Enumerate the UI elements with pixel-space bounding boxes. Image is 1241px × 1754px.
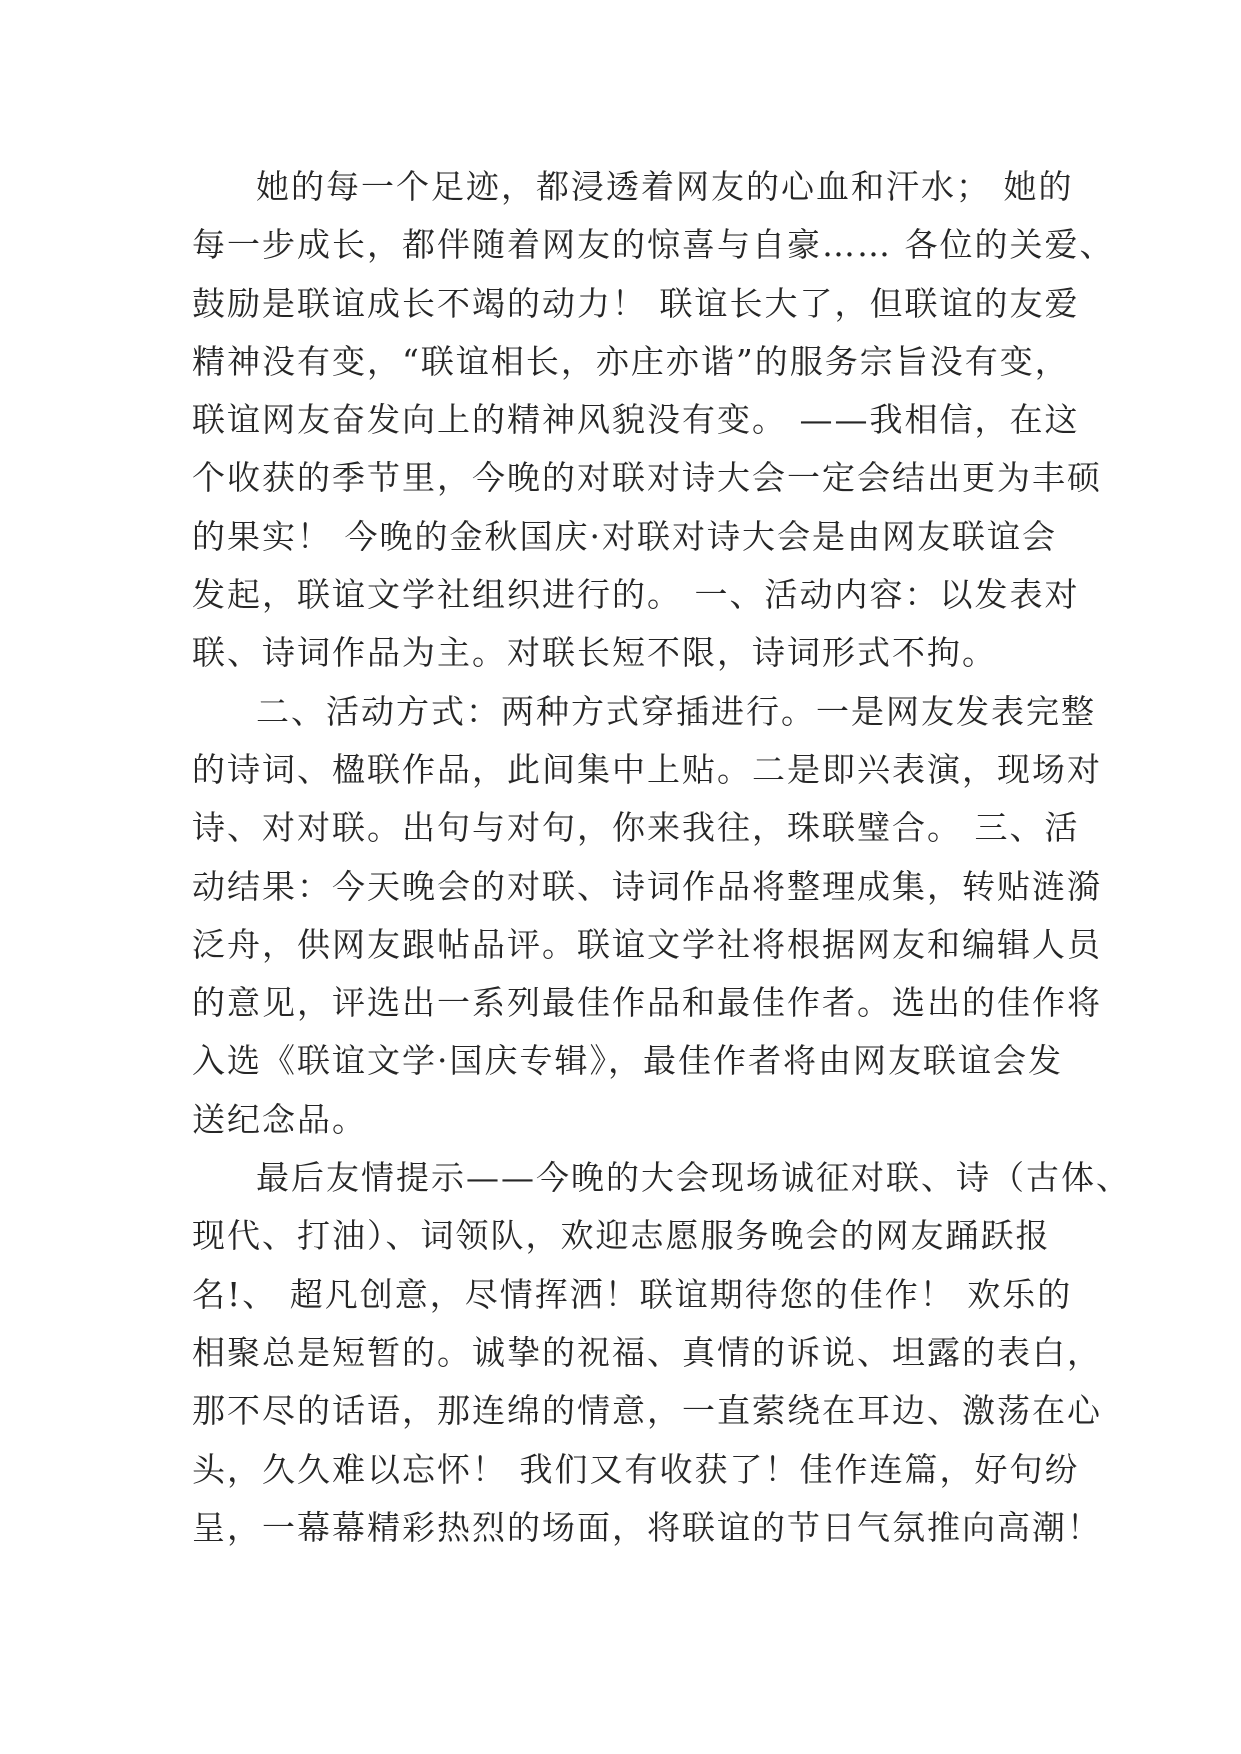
text-line: 鼓励是联谊成长不竭的动力！ 联谊长大了，但联谊的友爱 — [192, 283, 1080, 323]
text-line: 精神没有变，“联谊相长，亦庄亦谐”的服务宗旨没有变， — [192, 341, 1070, 381]
text-line: 最后友情提示——今晚的大会现场诚征对联、诗（古体、 — [256, 1158, 1131, 1198]
text-line: 的果实！ 今晚的金秋国庆·对联对诗大会是由网友联谊会 — [192, 516, 1057, 556]
text-line: 的意见，评选出一系列最佳作品和最佳作者。选出的佳作将 — [192, 983, 1102, 1023]
text-line: 现代、打油）、词领队，欢迎志愿服务晚会的网友踊跃报 — [192, 1216, 1051, 1256]
text-line: 她的每一个足迹，都浸透着网友的心血和汗水； 她的 — [256, 167, 1074, 206]
text-line: 二、活动方式：两种方式穿插进行。一是网友发表完整 — [256, 691, 1096, 731]
text-line: 泛舟，供网友跟帖品评。联谊文学社将根据网友和编辑人员 — [192, 924, 1102, 964]
text-line: 诗、对对联。出句与对句，你来我往，珠联璧合。 三、活 — [192, 808, 1080, 848]
text-line: 联、诗词作品为主。对联长短不限，诗词形式不拘。 — [192, 633, 997, 673]
text-line: 发起，联谊文学社组织进行的。 一、活动内容：以发表对 — [192, 575, 1080, 615]
text-line: 的诗词、楹联作品，此间集中上贴。二是即兴表演，现场对 — [192, 749, 1102, 789]
text-line: 呈，一幕幕精彩热烈的场面，将联谊的节日气氛推向高潮！ — [192, 1507, 1102, 1547]
text-line: 名!、 超凡创意，尽情挥洒！联谊期待您的佳作！ 欢乐的 — [192, 1274, 1073, 1314]
text-line: 相聚总是短暂的。诚挚的祝福、真情的诉说、坦露的表白， — [192, 1332, 1102, 1372]
text-line: 那不尽的话语，那连绵的情意，一直萦绕在耳边、激荡在心 — [192, 1391, 1102, 1431]
text-line: 动结果：今天晚会的对联、诗词作品将整理成集，转贴涟漪 — [192, 866, 1102, 906]
text-line: 送纪念品。 — [192, 1099, 367, 1139]
text-line: 个收获的季节里，今晚的对联对诗大会一定会结出更为丰硕 — [192, 458, 1102, 498]
text-line: 头，久久难以忘怀！ 我们又有收获了！佳作连篇，好句纷 — [192, 1449, 1080, 1489]
text-line: 联谊网友奋发向上的精神风貌没有变。 ——我相信，在这 — [192, 400, 1080, 440]
text-line: 入选《联谊文学·国庆专辑》，最佳作者将由网友联谊会发 — [192, 1041, 1063, 1081]
text-line: 每一步成长，都伴随着网友的惊喜与自豪…… 各位的关爱、 — [192, 225, 1115, 265]
document-body — [192, 158, 1131, 1557]
